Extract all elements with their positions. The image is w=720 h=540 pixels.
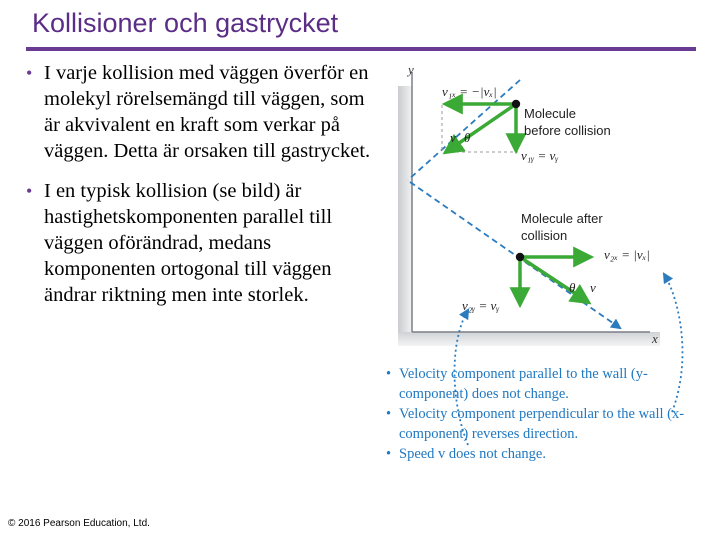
slide-title: Kollisioner och gastrycket [32,8,339,38]
before-label-line-1: Molecule [524,106,577,121]
title-underline [26,47,696,51]
before-label-line-2: before collision [524,123,611,138]
wall [398,86,412,344]
note-text: Velocity component perpendicular to the wall (x-component) reverses direction. [399,406,685,442]
note-item [386,364,686,404]
bullet-list [24,60,374,322]
before-label [524,106,611,138]
v1-arrow [446,104,516,152]
floor [398,332,660,346]
v2y-label: v₂ᵧ = vᵧ [462,298,500,313]
note-bullet-icon: • [386,406,392,422]
v1x-label: v₁ₓ = −|vₓ| [442,84,497,99]
bullet-item [24,178,374,308]
bullet-icon: • [26,63,33,83]
theta-1-label: θ [464,130,471,145]
bullet-text: I en typisk kollision (se bild) är hastighetskomponenten parallel till väggen oförändrad, medans komponenten ortogonal till väggen ändrar riktning men inte storlek. [44,180,333,306]
theta-2-label: θ [569,280,576,295]
bullet-icon: • [26,181,33,201]
molecule-before [512,100,520,108]
note-item [386,404,686,444]
y-axis-label: y [408,62,414,77]
v2x-label: v₂ₓ = |vₓ| [604,247,650,262]
note-bullet-icon: • [386,446,392,462]
after-label-line-2: collision [521,228,568,243]
outgoing-path [410,182,620,328]
note-text: Velocity component parallel to the wall (y-component) does not change. [399,366,648,402]
note-bullet-icon: • [386,366,392,382]
v2-arrow [520,257,588,302]
v1-label: v [450,130,456,145]
note-item [386,444,686,464]
v1y-label: v₁ᵧ = vᵧ [521,148,559,163]
copyright-notice: © 2016 Pearson Education, Ltd. [8,518,150,529]
x-axis-label: x [652,331,658,346]
bullet-item [24,60,374,164]
molecule-after [516,253,524,261]
v2-label: v [590,280,596,295]
figure-notes [386,364,686,464]
after-label-line-1: Molecule after [521,211,603,226]
bullet-text: I varje kollision med väggen överför en molekyl rörelsemängd till väggen, som är akvivalent en kraft som verkar på väggen. Detta är orsaken till gastrycket. [44,62,371,162]
note-text: Speed v does not change. [399,446,546,462]
